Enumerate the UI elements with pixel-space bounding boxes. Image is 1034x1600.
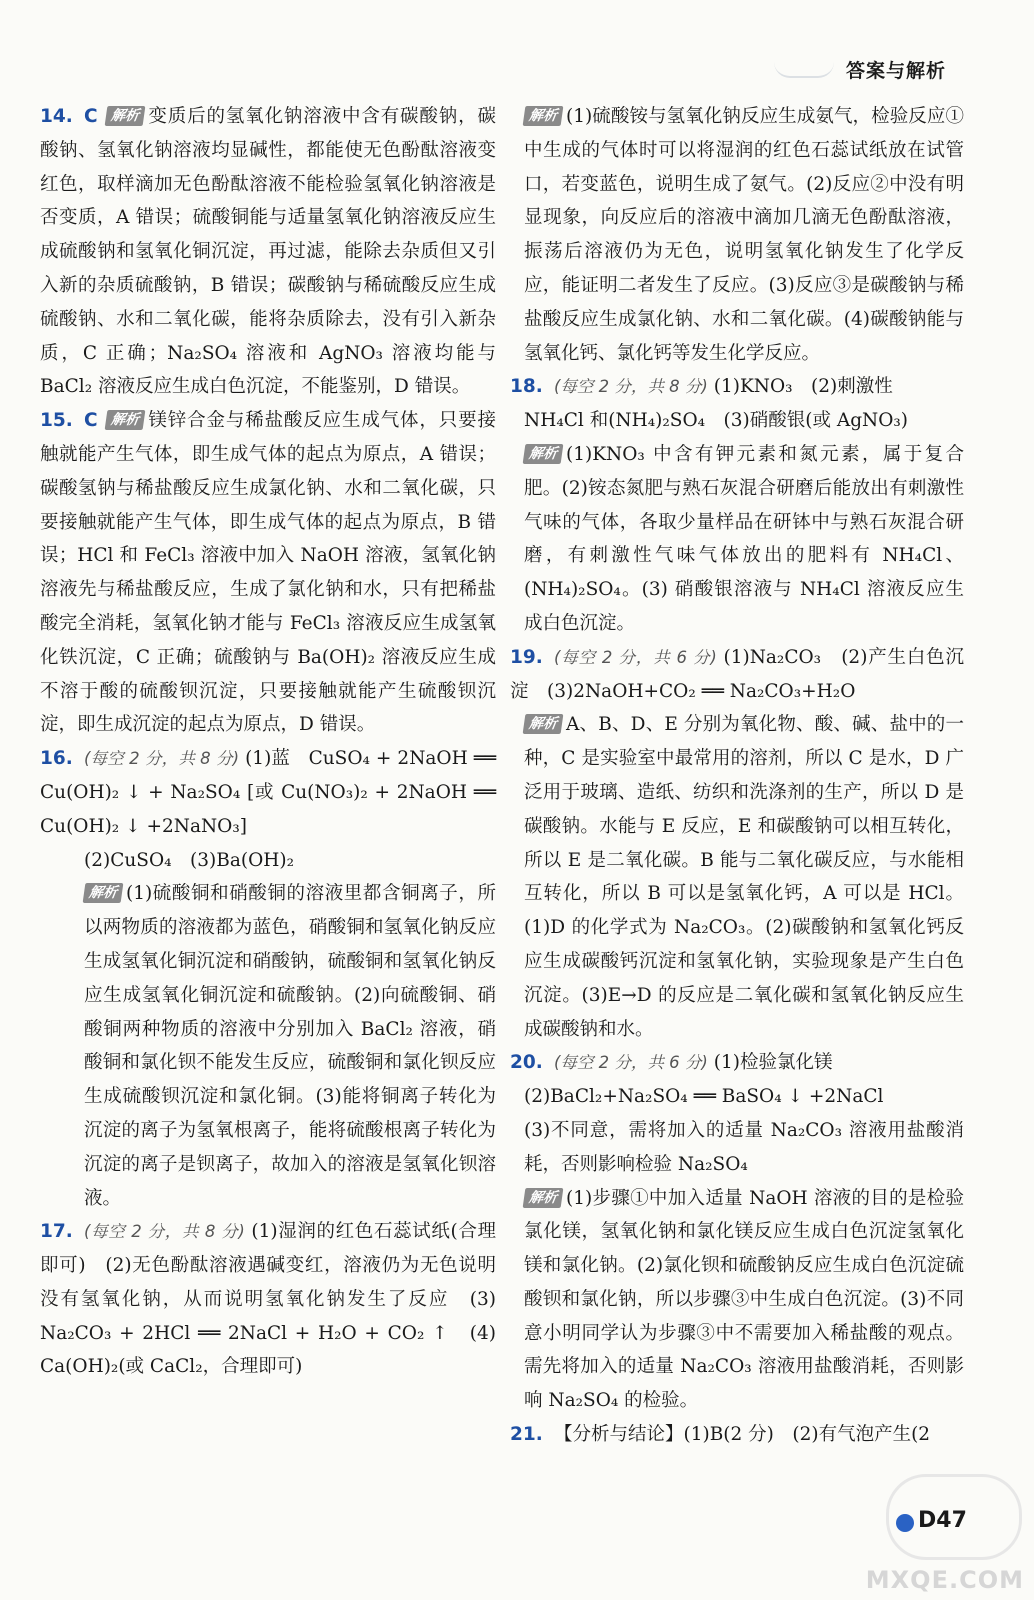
question-17: 17. (每空 2 分，共 8 分) (1)湿润的红色石蕊试纸(合理即可) (2)无色酚酞溶液遇碱变红，溶液仍为无色说明没有氢氧化钠，从而说明氢氧化钠发生了反应 (3) Na₂CO₃ + 2HCl ══ 2NaCl + H₂O + CO₂ ↑ (4) Ca(OH)₂(或 CaCl₂，合理即可) [40,1221,496,1378]
question-21: 21. 【分析与结论】(1)B(2 分) (2)有气泡产生(2 [510,1424,931,1446]
analysis-badge: 解析 [523,714,564,734]
analysis-badge: 解析 [83,883,124,903]
question-20-line3: (3)不同意，需将加入的适量 Na₂CO₃ 溶液用盐酸消耗，否则影响检验 Na₂SO₄ [524,1119,964,1175]
question-14: 14. C 解析 变质后的氢氧化钠溶液中含有碳酸钠，碳酸钠、氢氧化钠溶液均显碱性，都能使无色酚酞溶液变红色，取样滴加无色酚酞溶液不能检验氢氧化钠溶液是否变质，A 错误；硫酸铜能与适量氢氧化钠溶液反应生成硫酸钠和氢氧化铜沉淀，再过滤，能除去杂质但又引入新的杂质硫酸钠，B 错误；碳酸钠与稀硫酸反应生成硫酸钠、水和二氧化碳，能将杂质除去，没有引入新杂质，C 正确；Na₂SO₄ 溶液和 AgNO₃ 溶液均能与 BaCl₂ 溶液反应生成白色沉淀，不能鉴别，D 错误。 [40,106,496,398]
question-16-analysis: 解析 (1)硫酸铜和硝酸铜的溶液里都含铜离子，所以两物质的溶液都为蓝色，硝酸铜和氢氧化钠反应生成氢氧化铜沉淀和硝酸钠，硫酸铜和氢氧化钠反应生成氢氧化铜沉淀和硫酸钠。(2)向硫酸铜、硝酸铜两种物质的溶液中分别加入 BaCl₂ 溶液，硝酸铜和氯化钡不能发生反应，硫酸铜和氯化钡反应生成硫酸钡沉淀和氯化铜。(3)能将铜离子转化为沉淀的离子为氢氧根离子，能将硫酸根离子转化为沉淀的离子是钡离子，故加入的溶液是氢氧化钡溶液。 [84,883,496,1209]
header-decoration [774,62,834,78]
question-20-analysis: 解析 (1)步骤①中加入适量 NaOH 溶液的目的是检验氯化镁，氢氧化钠和氯化镁反应生成白色沉淀氢氧化镁和氯化钠。(2)氯化钡和硫酸钠反应生成白色沉淀硫酸钡和氯化钠，所以步骤③中生成白色沉淀。(3)不同意小明同学认为步骤③中不需要加入稀盐酸的观点。需先将加入的适量 Na₂CO₃ 溶液用盐酸消耗，否则影响 Na₂SO₄ 的检验。 [524,1187,964,1412]
analysis-badge: 解析 [523,1188,564,1208]
page-number: D47 [918,1508,967,1533]
question-20-line2: (2)BaCl₂+Na₂SO₄ ══ BaSO₄ ↓ +2NaCl [524,1086,884,1108]
analysis-badge: 解析 [523,444,564,464]
question-15: 15. C 解析 镁锌合金与稀盐酸反应生成气体，只要接触就能产生气体，即生成气体的起点为原点，A 错误；碳酸氢钠与稀盐酸反应生成氯化钠、水和二氧化碳，只要接触就能产生气体，即生成气体的起点为原点，B 错误；HCl 和 FeCl₃ 溶液中加入 NaOH 溶液，氢氧化钠溶液先与稀盐酸反应，生成了氯化钠和水，只有把稀盐酸完全消耗，氢氧化钠才能与 FeCl₃ 溶液反应生成氢氧化铁沉淀，C 正确；硫酸钠与 Ba(OH)₂ 溶液反应生成不溶于酸的硫酸钡沉淀，只要接触就能产生硫酸钡沉淀，即生成沉淀的起点为原点，D 错误。 [40,410,496,736]
question-18-analysis: 解析 (1)KNO₃ 中含有钾元素和氮元素，属于复合肥。(2)铵态氮肥与熟石灰混合研磨后能放出有刺激性气味的气体，各取少量样品在研钵中与熟石灰混合研磨，有刺激性气味气体放出的肥料有 NH₄Cl、(NH₄)₂SO₄。(3) 硝酸银溶液与 NH₄Cl 溶液反应生成白色沉淀。 [524,443,964,634]
right-column [510,100,964,1452]
question-18: 18. (每空 2 分，共 8 分) (1)KNO₃ (2)刺激性 [510,376,893,398]
question-18-line2: NH₄Cl 和(NH₄)₂SO₄ (3)硝酸银(或 AgNO₃) [524,410,909,432]
question-19: 19. (每空 2 分，共 6 分) (1)Na₂CO₃ (2)产生白色沉淀 (3)2NaOH+CO₂ ══ Na₂CO₃+H₂O [510,646,964,702]
question-16-line2: (2)CuSO₄ (3)Ba(OH)₂ [84,849,295,871]
analysis-badge: 解析 [104,106,145,126]
left-column [40,100,496,1384]
question-19-analysis: 解析 A、B、D、E 分别为氧化物、酸、碱、盐中的一种，C 是实验室中最常用的溶剂，所以 C 是水，D 广泛用于玻璃、造纸、纺织和洗涤剂的生产，所以 D 是碳酸钠。水能与 E 反应，E 和碳酸钠可以相互转化，所以 E 是二氧化碳。B 能与二氧化碳反应，与水能相互转化，所以 B 可以是氢氧化钙，A 可以是 HCl。(1)D 的化学式为 Na₂CO₃。(2)碳酸钠和氢氧化钙反应生成碳酸钙沉淀和氢氧化钠，实验现象是产生白色沉淀。(3)E→D 的反应是二氧化碳和氢氧化钠反应生成碳酸钠和水。 [524,714,964,1040]
watermark-seal [886,1474,1022,1560]
question-16: 16. (每空 2 分，共 8 分) (1)蓝 CuSO₄ + 2NaOH ══ Cu(OH)₂ ↓ + Na₂SO₄ [或 Cu(NO₃)₂ + 2NaOH ══ Cu(OH)₂ ↓ +2NaNO₃] [40,748,496,837]
analysis-badge: 解析 [104,410,145,430]
question-17-analysis: 解析 (1)硫酸铵与氢氧化钠反应生成氨气，检验反应①中生成的气体时可以将湿润的红色石蕊试纸放在试管口，若变蓝色，说明生成了氨气。(2)反应②中没有明显现象，向反应后的溶液中滴加几滴无色酚酞溶液，振荡后溶液仍为无色，说明氢氧化钠发生了化学反应，能证明二者发生了反应。(3)反应③是碳酸钠与稀盐酸反应生成氯化钠、水和二氧化碳。(4)碳酸钠能与氢氧化钙、氯化钙等发生化学反应。 [524,106,964,364]
watermark-text: MXQE.COM [865,1566,1024,1594]
question-20: 20. (每空 2 分，共 6 分) (1)检验氯化镁 [510,1052,833,1074]
page-header: 答案与解析 [845,60,946,82]
analysis-badge: 解析 [523,106,564,126]
